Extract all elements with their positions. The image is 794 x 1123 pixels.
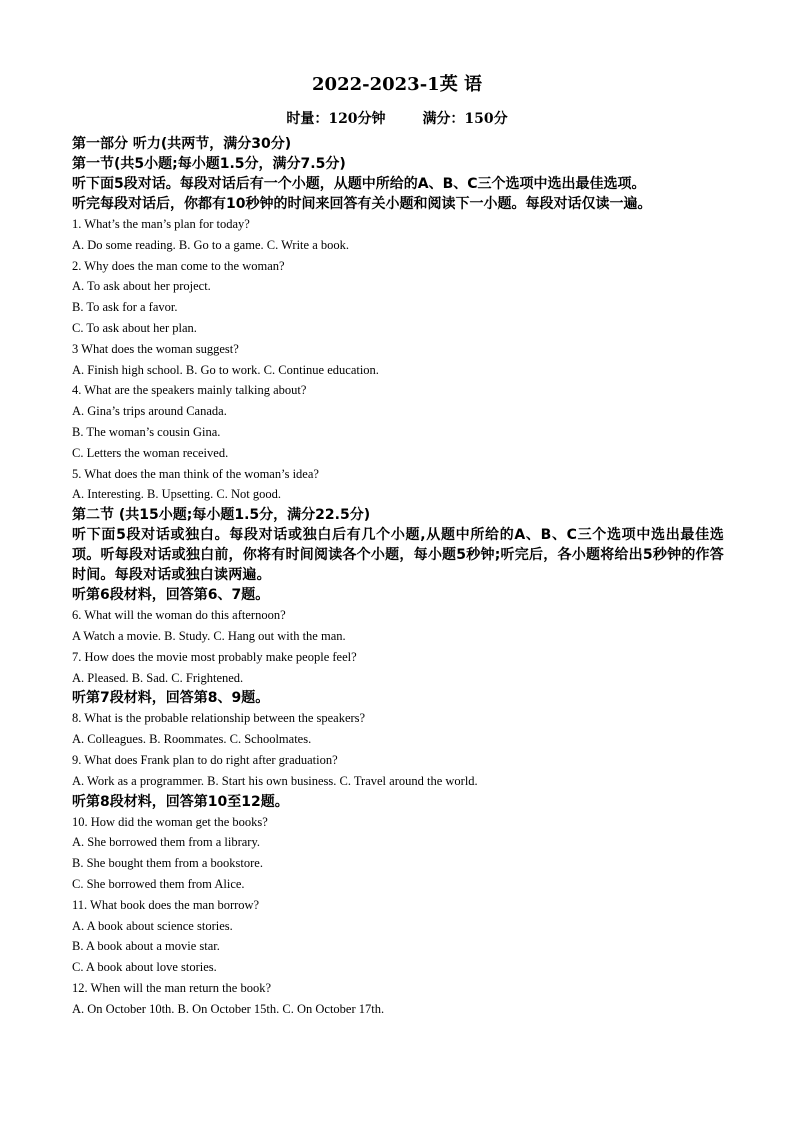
- question-line: 12. When will the man return the book?: [72, 980, 272, 995]
- material-6-heading: 听第6段材料，回答第6、7题。: [72, 587, 270, 604]
- section1-heading: 第一节(共5小题;每小题1.5分，满分7.5分): [72, 156, 346, 172]
- option-line: B. The woman’s cousin Gina.: [72, 424, 221, 439]
- question-line: 4. What are the speakers mainly talking about?: [72, 383, 307, 398]
- exam-title: 2022-2023-1英 语: [312, 74, 482, 95]
- question-line: 3 What does the woman suggest?: [72, 341, 239, 356]
- section2-heading: 第二节 (共15小题;每小题1.5分，满分22.5分): [72, 507, 371, 524]
- option-line: A. Finish high school. B. Go to work. C. Continue education.: [72, 362, 379, 377]
- exam-meta: [0, 108, 794, 128]
- exam-content: [72, 134, 724, 1020]
- option-line: A. A book about science stories.: [72, 918, 233, 933]
- option-line: A. Work as a programmer. B. Start his own business. C. Travel around the world.: [72, 773, 478, 788]
- question-line: 2. Why does the man come to the woman?: [72, 258, 285, 273]
- material-7-heading: 听第7段材料，回答第8、9题。: [72, 690, 270, 707]
- question-line: 10. How did the woman get the books?: [72, 814, 268, 829]
- option-line: A. On October 10th. B. On October 15th. C. On October 17th.: [72, 1001, 385, 1016]
- question-line: 9. What does Frank plan to do right after graduation?: [72, 752, 338, 767]
- question-line: 5. What does the man think of the woman’s idea?: [72, 466, 319, 481]
- section1-instruction-2: 听完每段对话后，你都有10秒钟的时间来回答有关小题和阅读下一小题。每段对话仅读一遍。: [72, 196, 652, 212]
- option-line: B. She bought them from a bookstore.: [72, 856, 263, 871]
- option-line: A. Interesting. B. Upsetting. C. Not good.: [72, 487, 282, 502]
- option-line: B. To ask for a favor.: [72, 300, 178, 315]
- option-line: A. To ask about her project.: [72, 279, 211, 294]
- time-limit: 时量：120分钟: [286, 111, 386, 127]
- section2-instruction: 听下面5段对话或独白。每段对话或独白后有几个小题,从题中所给的A、B、C三个选项中选出最佳选项。听每段对话或独白前，你将有时间阅读各个小题，每小题5秒钟;听完后，各小题将给出5秒钟的作答时间。每段对话或独白读两遍。: [72, 527, 724, 584]
- option-line: A. Pleased. B. Sad. C. Frightened.: [72, 670, 244, 685]
- option-line: A Watch a movie. B. Study. C. Hang out with the man.: [72, 628, 346, 643]
- section1-instruction-1: 听下面5段对话。每段对话后有一个小题，从题中所给的A、B、C三个选项中选出最佳选项。: [72, 176, 646, 192]
- full-score: 满分：150分: [422, 111, 508, 127]
- option-line: C. To ask about her plan.: [72, 320, 197, 335]
- question-line: 11. What book does the man borrow?: [72, 897, 260, 912]
- option-line: C. Letters the woman received.: [72, 445, 229, 460]
- option-line: C. A book about love stories.: [72, 960, 217, 975]
- question-line: 8. What is the probable relationship between the speakers?: [72, 711, 366, 726]
- part-heading: 第一部分 听力(共两节，满分30分): [72, 136, 292, 152]
- material-8-heading: 听第8段材料，回答第10至12题。: [72, 793, 289, 810]
- option-line: A. Do some reading. B. Go to a game. C. Write a book.: [72, 237, 349, 252]
- question-line: 1. What’s the man’s plan for today?: [72, 217, 250, 231]
- question-line: 6. What will the woman do this afternoon?: [72, 608, 286, 623]
- option-line: C. She borrowed them from Alice.: [72, 876, 245, 891]
- option-line: B. A book about a movie star.: [72, 939, 220, 954]
- question-line: 7. How does the movie most probably make people feel?: [72, 649, 357, 664]
- option-line: A. She borrowed them from a library.: [72, 835, 261, 850]
- option-line: A. Gina’s trips around Canada.: [72, 404, 227, 419]
- option-line: A. Colleagues. B. Roommates. C. Schoolmates.: [72, 732, 312, 747]
